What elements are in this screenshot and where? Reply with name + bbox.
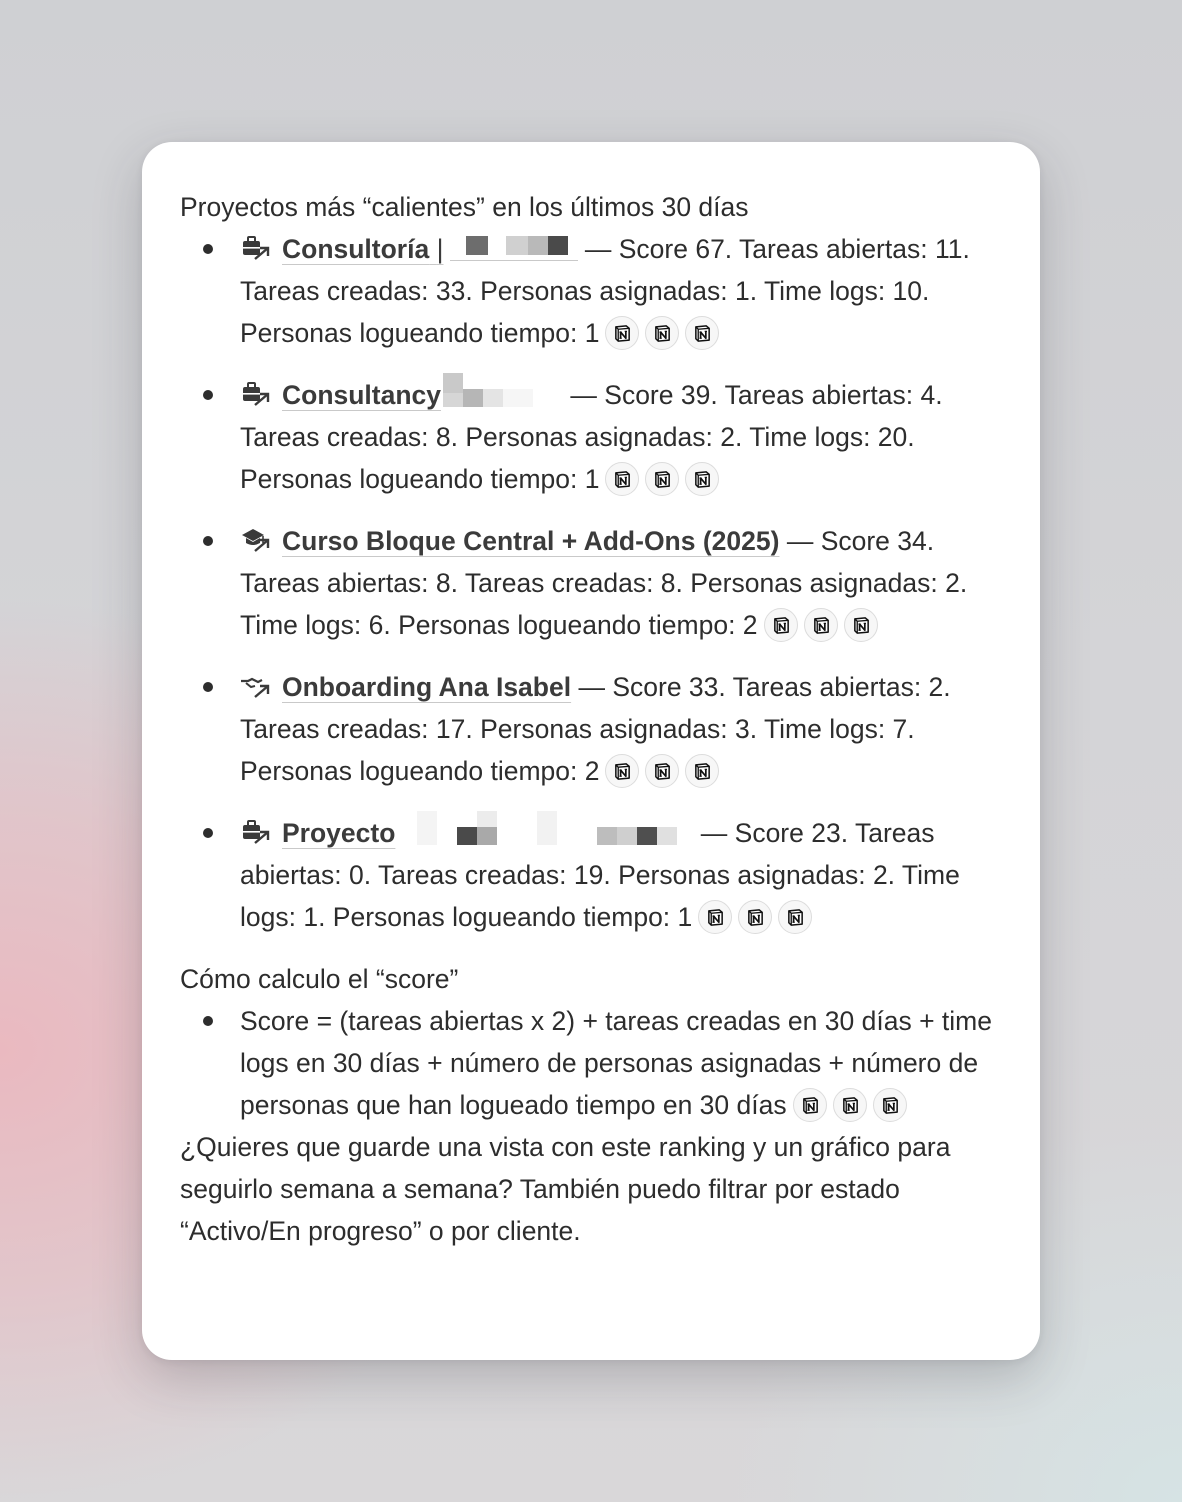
notion-logo-icon[interactable]: [844, 608, 878, 642]
notion-logo-icon[interactable]: [605, 462, 639, 496]
notion-logo-icon[interactable]: [605, 754, 639, 788]
briefcase-arrow-icon: [240, 234, 272, 262]
notion-logo-icon[interactable]: [793, 1088, 827, 1122]
project-name-suffix: |: [436, 234, 444, 264]
list-item: [180, 520, 1000, 646]
project-name: Proyecto: [282, 818, 396, 848]
project-link[interactable]: [240, 374, 563, 416]
project-name: Onboarding Ana Isabel: [282, 672, 572, 702]
notion-logo-icon[interactable]: [645, 462, 679, 496]
bullet-icon: [203, 682, 213, 692]
projects-list: [180, 228, 1000, 938]
project-name: Curso Bloque Central + Add-Ons (2025): [282, 526, 780, 556]
score-formula-list: [180, 1000, 1000, 1126]
project-details: — Score 67. Tareas abiertas: 11. Tareas creadas: 33. Personas asignadas: 1. Time logs: 10. Personas logueando tiempo: 1: [240, 234, 970, 348]
notion-logo-icon[interactable]: [605, 316, 639, 350]
bullet-icon: [203, 390, 213, 400]
project-details: — Score 33. Tareas abiertas: 2. Tareas creadas: 17. Personas asignadas: 3. Time logs: 7. Personas logueando tiempo: 2: [240, 672, 951, 786]
handshake-arrow-icon: [240, 672, 272, 700]
redacted-text: [403, 821, 693, 845]
bullet-icon: [203, 1016, 213, 1026]
redacted-text: [450, 236, 578, 261]
project-link[interactable]: [240, 520, 779, 562]
notion-logo-icon[interactable]: [698, 900, 732, 934]
notion-logo-icon[interactable]: [645, 316, 679, 350]
briefcase-arrow-icon: [240, 818, 272, 846]
notion-logo-icon[interactable]: [645, 754, 679, 788]
list-item: [180, 666, 1000, 792]
list-item: [180, 1000, 1000, 1126]
project-details: — Score 39. Tareas abiertas: 4. Tareas creadas: 8. Personas asignadas: 2. Time logs: 20. Personas logueando tiempo: 1: [240, 380, 943, 494]
redacted-text: [441, 383, 563, 407]
project-link[interactable]: [240, 812, 693, 854]
notion-logo-icon[interactable]: [764, 608, 798, 642]
notion-logo-icon[interactable]: [685, 316, 719, 350]
score-formula: Score = (tareas abiertas x 2) + tareas creadas en 30 días + time logs en 30 días + número de personas asignadas + número de personas que han logueado tiempo en 30 días: [240, 1006, 992, 1120]
list-item: [180, 812, 1000, 938]
chat-message-card: [142, 142, 1040, 1360]
section-heading-score: Cómo calculo el “score”: [180, 964, 459, 994]
project-link[interactable]: [240, 228, 578, 270]
list-item: [180, 374, 1000, 500]
notion-logo-icon[interactable]: [804, 608, 838, 642]
closing-question: ¿Quieres que guarde una vista con este ranking y un gráfico para seguirlo semana a semana? También puedo filtrar por estado “Activo/En progreso” o por cliente.: [180, 1132, 951, 1246]
message-content: [180, 186, 1000, 1252]
briefcase-arrow-icon: [240, 380, 272, 408]
notion-logo-icon[interactable]: [738, 900, 772, 934]
bullet-icon: [203, 828, 213, 838]
bullet-icon: [203, 536, 213, 546]
notion-logo-icon[interactable]: [873, 1088, 907, 1122]
notion-logo-icon[interactable]: [778, 900, 812, 934]
notion-logo-icon[interactable]: [685, 754, 719, 788]
graduation-cap-arrow-icon: [240, 526, 272, 554]
list-item: [180, 228, 1000, 354]
bullet-icon: [203, 244, 213, 254]
project-details: — Score 34. Tareas abiertas: 8. Tareas creadas: 8. Personas asignadas: 2. Time logs: 6. Personas logueando tiempo: 2: [240, 526, 968, 640]
notion-logo-icon[interactable]: [685, 462, 719, 496]
project-details: — Score 23. Tareas abiertas: 0. Tareas creadas: 19. Personas asignadas: 2. Time logs: 1. Personas logueando tiempo: 1: [240, 818, 960, 932]
section-heading-hot-projects: Proyectos más “calientes” en los últimos 30 días: [180, 192, 749, 222]
project-name: Consultoría: [282, 234, 430, 264]
notion-logo-icon[interactable]: [833, 1088, 867, 1122]
project-name: Consultancy: [282, 380, 442, 410]
project-link[interactable]: [240, 666, 571, 708]
